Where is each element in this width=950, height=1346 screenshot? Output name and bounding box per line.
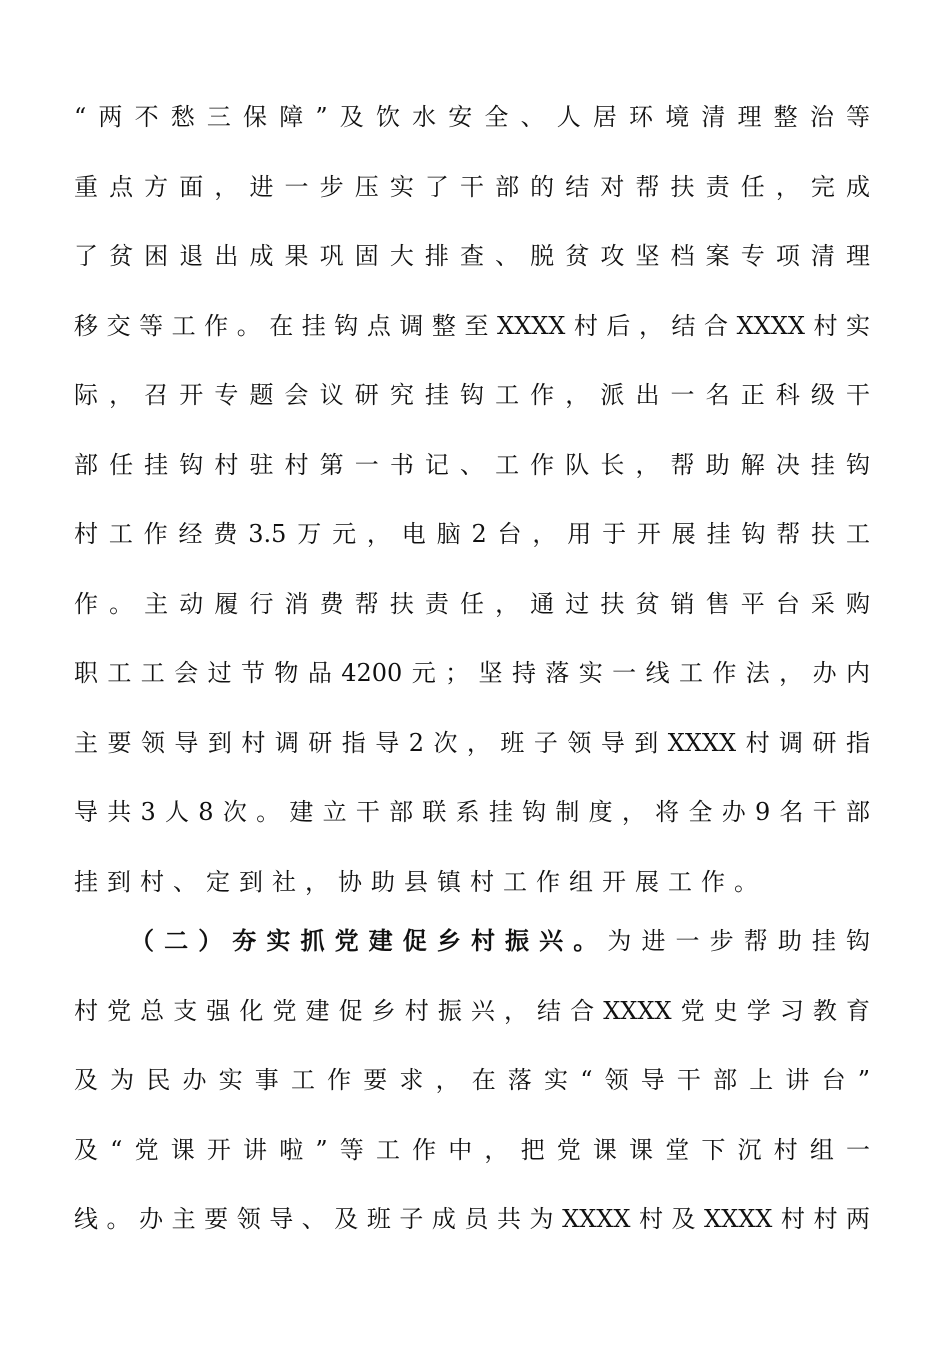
paragraph-line: 及为民办实事工作要求，在落实“领导干部上讲台” [74,1066,870,1094]
paragraph-line: 导共3人8次。建立干部联系挂钩制度，将全办9名干部 [74,798,870,826]
paragraph-line: “两不愁三保障”及饮水安全、人居环境清理整治等 [74,103,870,131]
paragraph-line: 移交等工作。在挂钩点调整至XXXX村后，结合XXXX村实 [74,312,870,340]
paragraph-line: 重点方面，进一步压实了干部的结对帮扶责任，完成 [74,173,870,201]
paragraph-line: 职工工会过节物品4200元；坚持落实一线工作法，办内 [74,659,870,687]
section-first-line [130,921,870,961]
paragraph-line: 挂到村、定到社，协助县镇村工作组开展工作。 [74,868,767,896]
paragraph-line: 及“党课开讲啦”等工作中，把党课课堂下沉村组一 [74,1136,870,1164]
paragraph-line: 了贫困退出成果巩固大排查、脱贫攻坚档案专项清理 [74,242,870,270]
paragraph-line: 线。办主要领导、及班子成员共为XXXX村及XXXX村村两 [74,1205,870,1233]
section-first-line-text: 为进一步帮助挂钩 [607,927,870,955]
paragraph-line: 主要领导到村调研指导2次，班子领导到XXXX村调研指 [74,729,870,757]
paragraph-line: 际，召开专题会议研究挂钩工作，派出一名正科级干 [74,381,870,409]
paragraph-line: 村工作经费3.5万元，电脑2台，用于开展挂钩帮扶工 [74,520,870,548]
paragraph-line: 作。主动履行消费帮扶责任，通过扶贫销售平台采购 [74,590,870,618]
paragraph-line: 村党总支强化党建促乡村振兴，结合XXXX党史学习教育 [74,997,870,1025]
paragraph-line: 部任挂钩村驻村第一书记、工作队长，帮助解决挂钩 [74,451,870,479]
section-heading: （二）夯实抓党建促乡村振兴。 [130,926,608,955]
